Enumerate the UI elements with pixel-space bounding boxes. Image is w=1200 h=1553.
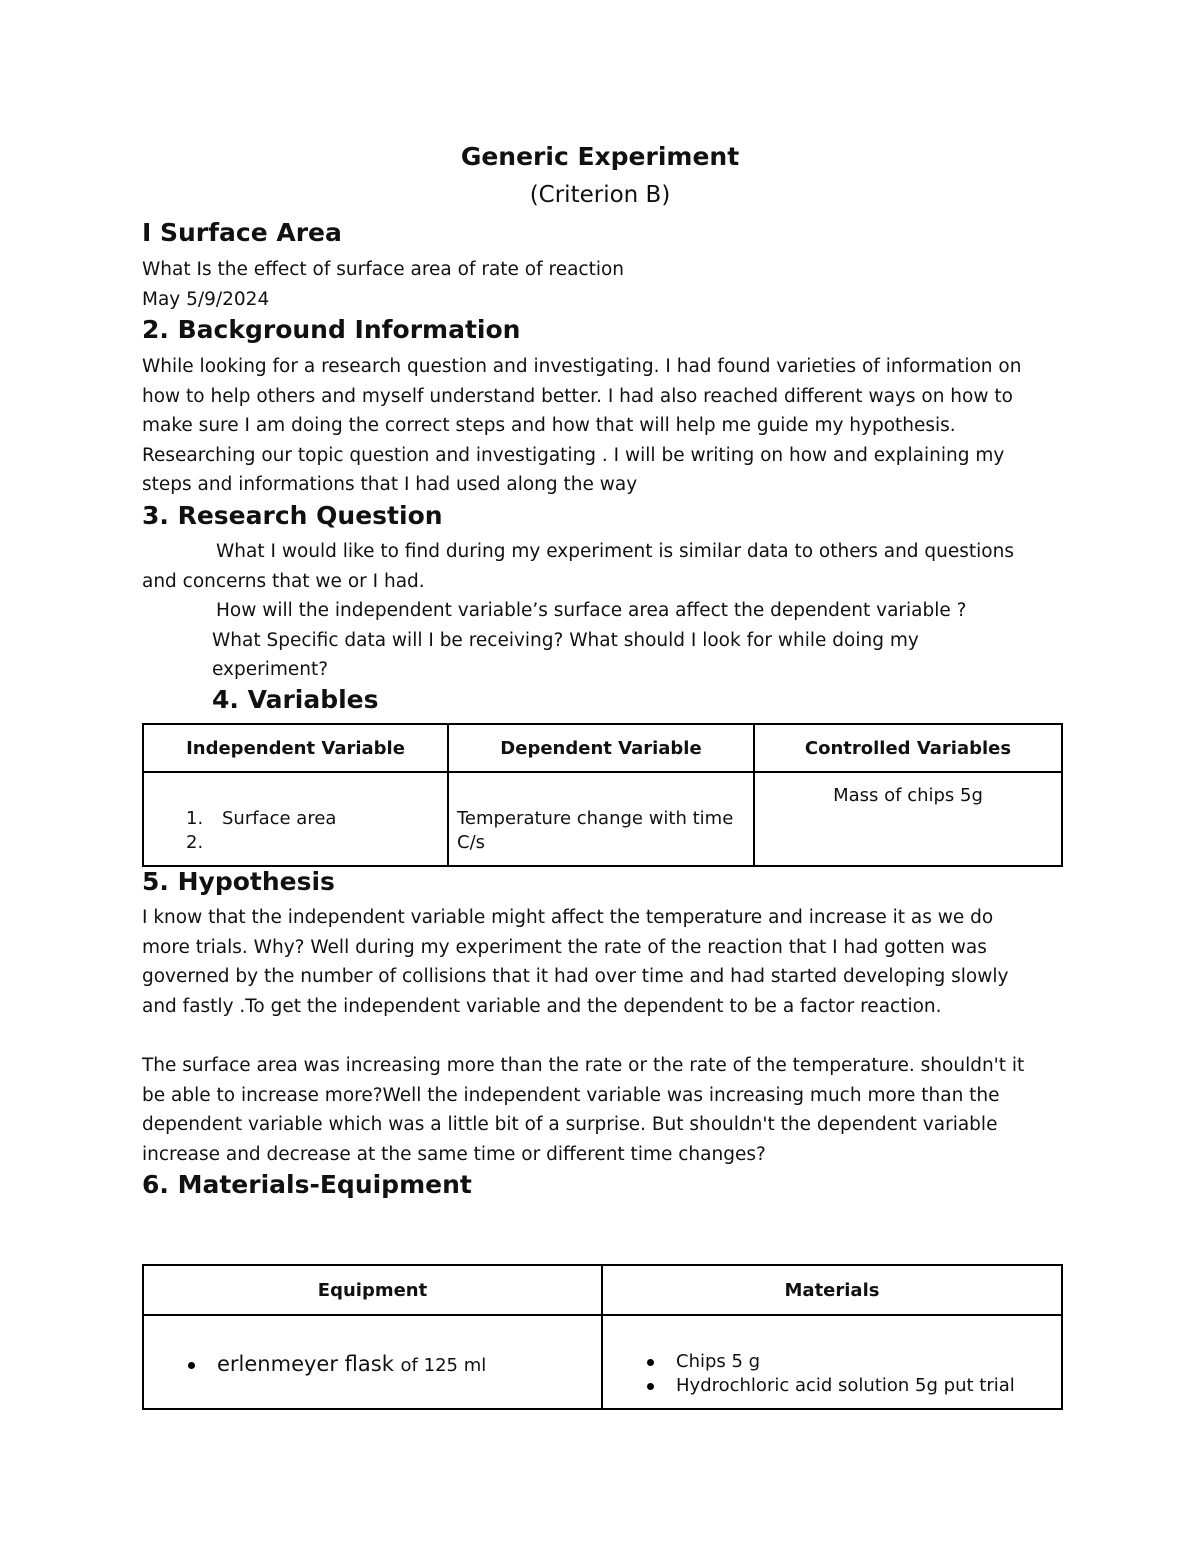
materials-table — [142, 1264, 1063, 1410]
independent-variable-cell — [143, 772, 448, 866]
variables-table — [142, 723, 1063, 867]
paragraph-line: how to help others and myself understand better. I had also reached different ways on how to — [142, 385, 1013, 407]
column-header: Dependent Variable — [448, 724, 754, 772]
list-number: 2. — [186, 832, 204, 853]
paragraph-line: and fastly .To get the independent variable and the dependent to be a factor reaction. — [142, 995, 942, 1017]
table-header-row — [143, 724, 1062, 772]
paragraph-line: Researching our topic question and investigating . I will be writing on how and explaining my — [142, 444, 1005, 466]
research-topic-line — [142, 255, 624, 314]
section-heading-surface-area: I Surface Area — [142, 218, 342, 247]
section-heading-variables: 4. Variables — [212, 685, 379, 714]
cell-text: Temperature change with time — [457, 808, 734, 829]
materials-cell — [602, 1315, 1062, 1409]
material-item: Chips 5 g — [676, 1351, 761, 1372]
list-number: 1. — [186, 808, 204, 829]
list-item: Surface area — [222, 808, 337, 829]
bullet-icon — [188, 1362, 195, 1369]
paragraph-line: dependent variable which was a little bit of a surprise. But shouldn't the dependent variable — [142, 1114, 998, 1135]
equipment-cell — [143, 1315, 602, 1409]
dependent-variable-cell — [448, 772, 754, 866]
section-heading-research-question: 3. Research Question — [142, 501, 443, 530]
column-header: Materials — [602, 1265, 1062, 1315]
background-paragraph — [142, 352, 1021, 500]
paragraph-line: increase and decrease at the same time or different time changes? — [142, 1143, 766, 1165]
paragraph-line: governed by the number of collisions that it had over time and had started developing slowly — [142, 966, 1009, 987]
document-title: Generic Experiment — [460, 142, 740, 171]
date-text: May 5/9/2024 — [142, 288, 270, 310]
paragraph-line: What Specific data will I be receiving? What should I look for while doing my — [212, 629, 919, 651]
cell-text: Mass of chips 5g — [833, 785, 983, 806]
equipment-item: erlenmeyer flask — [217, 1352, 394, 1376]
bullet-icon — [647, 1383, 654, 1390]
table-row — [143, 772, 1062, 866]
paragraph-line: While looking for a research question and investigating. I had found varieties of information on — [142, 356, 1022, 377]
paragraph-line: What I would like to find during my experiment is similar data to others and questions — [216, 541, 1014, 562]
table-row — [143, 1315, 1062, 1409]
hypothesis-paragraph-2 — [142, 1051, 1024, 1169]
list-item — [647, 1351, 760, 1372]
list-item — [188, 1352, 486, 1376]
section-heading-hypothesis: 5. Hypothesis — [142, 867, 335, 896]
material-item: Hydrochloric acid solution 5g put trial — [676, 1375, 1015, 1396]
section-heading-materials: 6. Materials-Equipment — [142, 1170, 472, 1199]
paragraph-line: experiment? — [212, 659, 329, 680]
column-header: Independent Variable — [143, 724, 448, 772]
section-heading-background: 2. Background Information — [142, 315, 521, 344]
paragraph-line: The surface area was increasing more than the rate or the rate of the temperature. shouldn't it — [142, 1055, 1025, 1076]
research-question-paragraph — [142, 537, 1014, 685]
paragraph-line: more trials. Why? Well during my experiment the rate of the reaction that I had gotten was — [142, 936, 987, 958]
paragraph-line: steps and informations that I had used along the way — [142, 474, 638, 495]
topic-text: What Is the effect of surface area of rate of reaction — [142, 259, 625, 280]
paragraph-line: and concerns that we or I had. — [142, 570, 425, 592]
column-header: Equipment — [143, 1265, 602, 1315]
column-header: Controlled Variables — [754, 724, 1062, 772]
paragraph-line: I know that the independent variable might affect the temperature and increase it as we do — [142, 907, 994, 928]
document-subtitle: (Criterion B) — [529, 182, 671, 208]
hypothesis-paragraph-1 — [142, 903, 1008, 1021]
bullet-icon — [647, 1359, 654, 1366]
controlled-variables-cell — [754, 772, 1062, 866]
equipment-quantity: of 125 ml — [400, 1355, 487, 1376]
list-item — [647, 1375, 1015, 1396]
cell-text: C/s — [457, 832, 486, 853]
paragraph-line: be able to increase more?Well the independent variable was increasing much more than the — [142, 1084, 1000, 1106]
paragraph-line: How will the independent variable’s surface area affect the dependent variable ? — [216, 600, 967, 621]
paragraph-line: make sure I am doing the correct steps and how that will help me guide my hypothesis. — [142, 415, 956, 436]
table-header-row — [143, 1265, 1062, 1315]
